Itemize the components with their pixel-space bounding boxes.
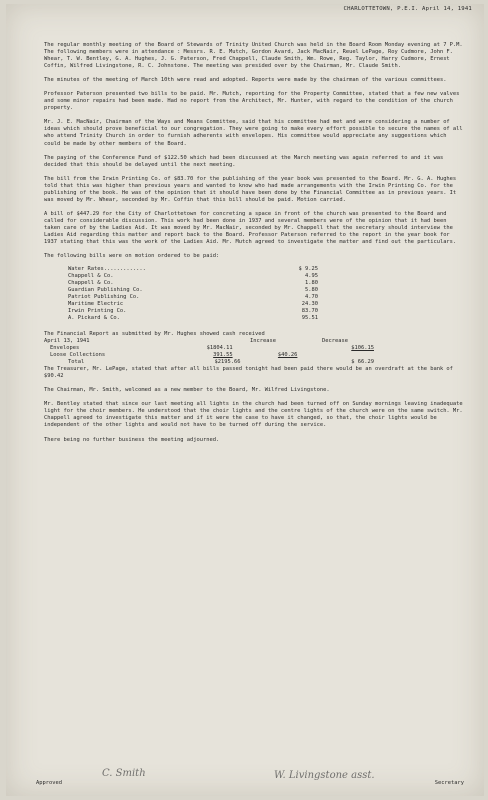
closing-line: There being no further business the meeting adjourned. [44, 437, 220, 444]
bill-name: Maritime Electric [68, 301, 124, 308]
bill-amount: 1.80 [305, 280, 318, 287]
financial-label: Loose Collections [50, 351, 106, 358]
financial-amount: 391.55 [213, 351, 233, 358]
bills-intro: The following bills were on motion ordered to be paid: [44, 253, 220, 260]
page-header: CHARLOTTETOWN, P.E.I. April 14, 1941 [343, 6, 472, 12]
financial-label: Envelopes [50, 344, 80, 351]
bills-list [68, 266, 318, 322]
approved-label: Approved [36, 780, 62, 786]
bill-amount: 5.80 [305, 287, 318, 294]
bill-row [68, 287, 318, 294]
financial-row [44, 345, 374, 352]
bill-amount: 24.30 [301, 301, 318, 308]
minutes-body [44, 42, 464, 444]
minutes-page [6, 4, 484, 796]
paragraph-ways-means: Mr. J. E. MacNair, Chairman of the Ways and Means Committee, said that his committee had met and were considering a number of ideas which should prove beneficial to our congregation. They were going to make every effort possible to secure the names of all who attend Trinity Church in order to furnish adherents with envelopes. His committee would appreciate any suggestions which could be made by other members of the Board. [44, 119, 463, 147]
paragraph-property: Professor Paterson presented two bills to be paid. Mr. Mutch, reporting for the Property Committee, stated that a few new valves and some minor repairs had been made. Had no report from the Architect, Mr. Hunter, with regard to the condition of the church property. [44, 91, 460, 112]
bill-row [68, 294, 318, 301]
bill-amount: 83.70 [301, 308, 318, 315]
financial-header-row [44, 338, 374, 345]
financial-row [44, 359, 374, 366]
bill-row [68, 315, 318, 322]
bill-name: Chappell & Co. [68, 280, 114, 287]
paragraph-city-bill: A bill of $447.29 for the City of Charlottetown for concreting a space in front of the church was presented to the Board and called for considerable discussion. This work had been done in 1937 and several members were of the opinion that it had been taken care of by the Ladies Aid. It was moved by Mr. MacNair, seconded by Mr. Chappell that the secretary should interview the Ladies Aid regarding this matter and report back to the Board. Professor Paterson referred to the report in the year book for 1937 stating that this was the work of the Ladies Aid. Mr. Mutch agreed to investigate the matter and find out the particulars. [44, 210, 457, 246]
bill-amount: 95.51 [301, 315, 318, 322]
paragraph-irwin-bill: The bill from the Irwin Printing Co. of $83.70 for the publishing of the year book was presented to the Board. Mr. G. A. Hughes told that this was higher than previous years and wanted to know who had made arrangements with the Irwin Printing Co. for the publishing of the book. He was of the opinion that it should have been done by the Financial Committee as in previous years. It was moved by Mr. Whear, seconded by Mr. Coffin that this bill should be paid. Motion carried. [44, 175, 457, 203]
approved-signature: C. Smith [102, 768, 146, 779]
financial-col-decrease: Decrease [322, 337, 348, 344]
bill-row [68, 273, 318, 280]
bill-amount: 4.95 [305, 273, 318, 280]
financial-col-increase: Increase [250, 337, 276, 344]
bill-name: Guardian Publishing Co. [68, 287, 143, 294]
bill-row [68, 280, 318, 287]
paragraph-conference-fund: The paying of the Conference Fund of $122.50 which had been discussed at the March meeting was again referred to and it was decided that this should be delayed until the next meeting. [44, 154, 444, 168]
financial-intro: The Financial Report as submitted by Mr. Hughes showed cash received [44, 330, 265, 337]
financial-label: Total [68, 358, 85, 365]
financial-increase [233, 345, 298, 352]
bill-amount: 4.70 [305, 294, 318, 301]
financial-decrease: $106.15 [351, 344, 374, 351]
financial-amount: $2195.66 [214, 358, 241, 365]
paragraph-attendance: The regular monthly meeting of the Board of Stewards of Trinity United Church was held in the Board Room Monday evening at 7 P.M. The following members were in attendance : Messrs. R. E. Mutch, Gordon Avard, Jack MacNair, Reuel LePage, Roy Cudmore, John F. Whear, T. W. Bentley, G. A. Hughes, J. G. Paterson, Fred Chappell, Claude Smith, Wm. Rowe, Reg. Taylor, Harry Cudmore, Ernest Coffin, Wilfred Livingstone, R. C. Johnstone. The meeting was presided over by the Chairman, Mr. Claude Smith. [44, 42, 463, 70]
bill-name: Patriot Publishing Co. [68, 294, 140, 301]
financial-table [44, 338, 374, 366]
paragraph-minutes: The minutes of the meeting of March 10th were read and adopted. Reports were made by the chairman of the various committees. [44, 77, 447, 84]
bill-name: Chappell & Co. [68, 273, 114, 280]
paragraph-welcome: The Chairman, Mr. Smith, welcomed as a new member to the Board, Mr. Wilfred Livingstone. [44, 386, 330, 393]
bill-amount: $ 9.25 [298, 266, 318, 273]
financial-decrease [297, 352, 374, 359]
paragraph-lights: Mr. Bentley stated that since our last meeting all lights in the church had been turned off on Sunday mornings leaving inadequate light for the choir members. He understood that the choir lights and the centre lights of the church were on the same switch. Mr. Chappell agreed to investigate this matter and if it were the case to have it changed, so that, the choir lights would be independent of the other lights and would not have to be turned off during the service. [44, 400, 463, 429]
financial-amount: $1804.11 [206, 344, 233, 351]
signature-row [36, 780, 476, 787]
bill-name: Water Rates............. [68, 266, 146, 273]
bill-name: A. Pickard & Co. [68, 315, 120, 322]
bill-row [68, 301, 318, 308]
secretary-signature: W. Livingstone asst. [274, 770, 375, 781]
bill-row [68, 308, 318, 315]
paragraph-treasurer: The Treasurer, Mr. LePage, stated that after all bills passed tonight had been paid there would be an overdraft at the bank of $90.42 [44, 365, 453, 379]
bill-row [68, 266, 318, 273]
financial-increase: $40.26 [277, 351, 298, 358]
financial-date: April 13, 1941 [44, 337, 90, 344]
financial-increase [240, 359, 301, 366]
financial-row [44, 352, 374, 359]
financial-decrease: $ 66.29 [351, 358, 374, 365]
secretary-label: Secretary [434, 780, 464, 786]
bill-name: Irwin Printing Co. [68, 308, 127, 315]
